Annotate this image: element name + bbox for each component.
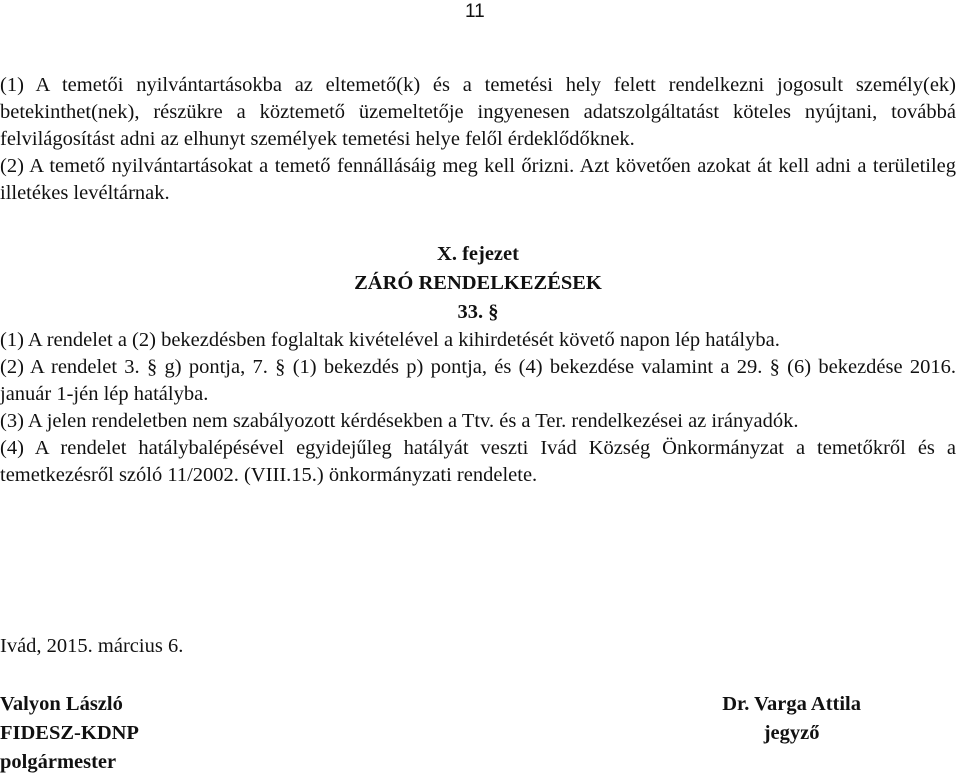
document-body bbox=[0, 72, 956, 489]
paragraph-hatalyba-1: (1) A rendelet a (2) bekezdésben foglaltak kivételével a kihirdetését követő napon lép hatályba. bbox=[0, 329, 780, 351]
paragraph-temetoi-nyilvantartas-1: (1) A temetői nyilvántartásokba az eltemető(k) és a temetési hely felett rendelkezni jogosult személy(ek) betekinthet(nek), részükre a köztemető üzemeltetője ingyenesen adatszolgáltatást köteles nyújtani, továbbá felvilágosítást adni az elhunyt személyek temetési helye felől érdeklődőknek. bbox=[0, 74, 956, 150]
paragraph-temetoi-nyilvantartas-2: (2) A temető nyilvántartásokat a temető fennállásáig meg kell őrizni. Azt követően azokat át kell adni a területileg illetékes levéltárnak. bbox=[0, 155, 956, 204]
chapter-heading bbox=[0, 240, 956, 327]
notary-title: jegyző bbox=[763, 722, 820, 744]
paragraph-hatalyba-2: (2) A rendelet 3. § g) pontja, 7. § (1) bekezdés p) pontja, és (4) bekezdése valamint a 29. § (6) bekezdése 2016. január 1-jén lép hatályba. bbox=[0, 356, 956, 405]
mayor-party: FIDESZ-KDNP bbox=[0, 722, 139, 744]
mayor-name: Valyon László bbox=[0, 693, 123, 715]
paragraph-iranyadok-3: (3) A jelen rendeletben nem szabályozott kérdésekben a Ttv. és a Ter. rendelkezései az irányadók. bbox=[0, 410, 799, 432]
chapter-title: ZÁRÓ RENDELKEZÉSEK bbox=[354, 272, 602, 294]
paragraph-hatalyat-veszti-4: (4) A rendelet hatálybalépésével egyidejűleg hatályát veszti Ivád Község Önkormányzat a temetőkről és a temetkezésről szóló 11/2002. (VIII.15.) önkormányzati rendelete. bbox=[0, 437, 956, 486]
page-number: 11 bbox=[465, 1, 485, 22]
signature-block-notary bbox=[722, 690, 861, 748]
chapter-number: X. fejezet bbox=[437, 243, 519, 265]
section-number: 33. § bbox=[457, 301, 499, 323]
mayor-title: polgármester bbox=[0, 751, 117, 773]
place-and-date: Ivád, 2015. március 6. bbox=[0, 635, 184, 657]
signature-block-mayor bbox=[0, 690, 139, 777]
notary-name: Dr. Varga Attila bbox=[722, 693, 861, 715]
